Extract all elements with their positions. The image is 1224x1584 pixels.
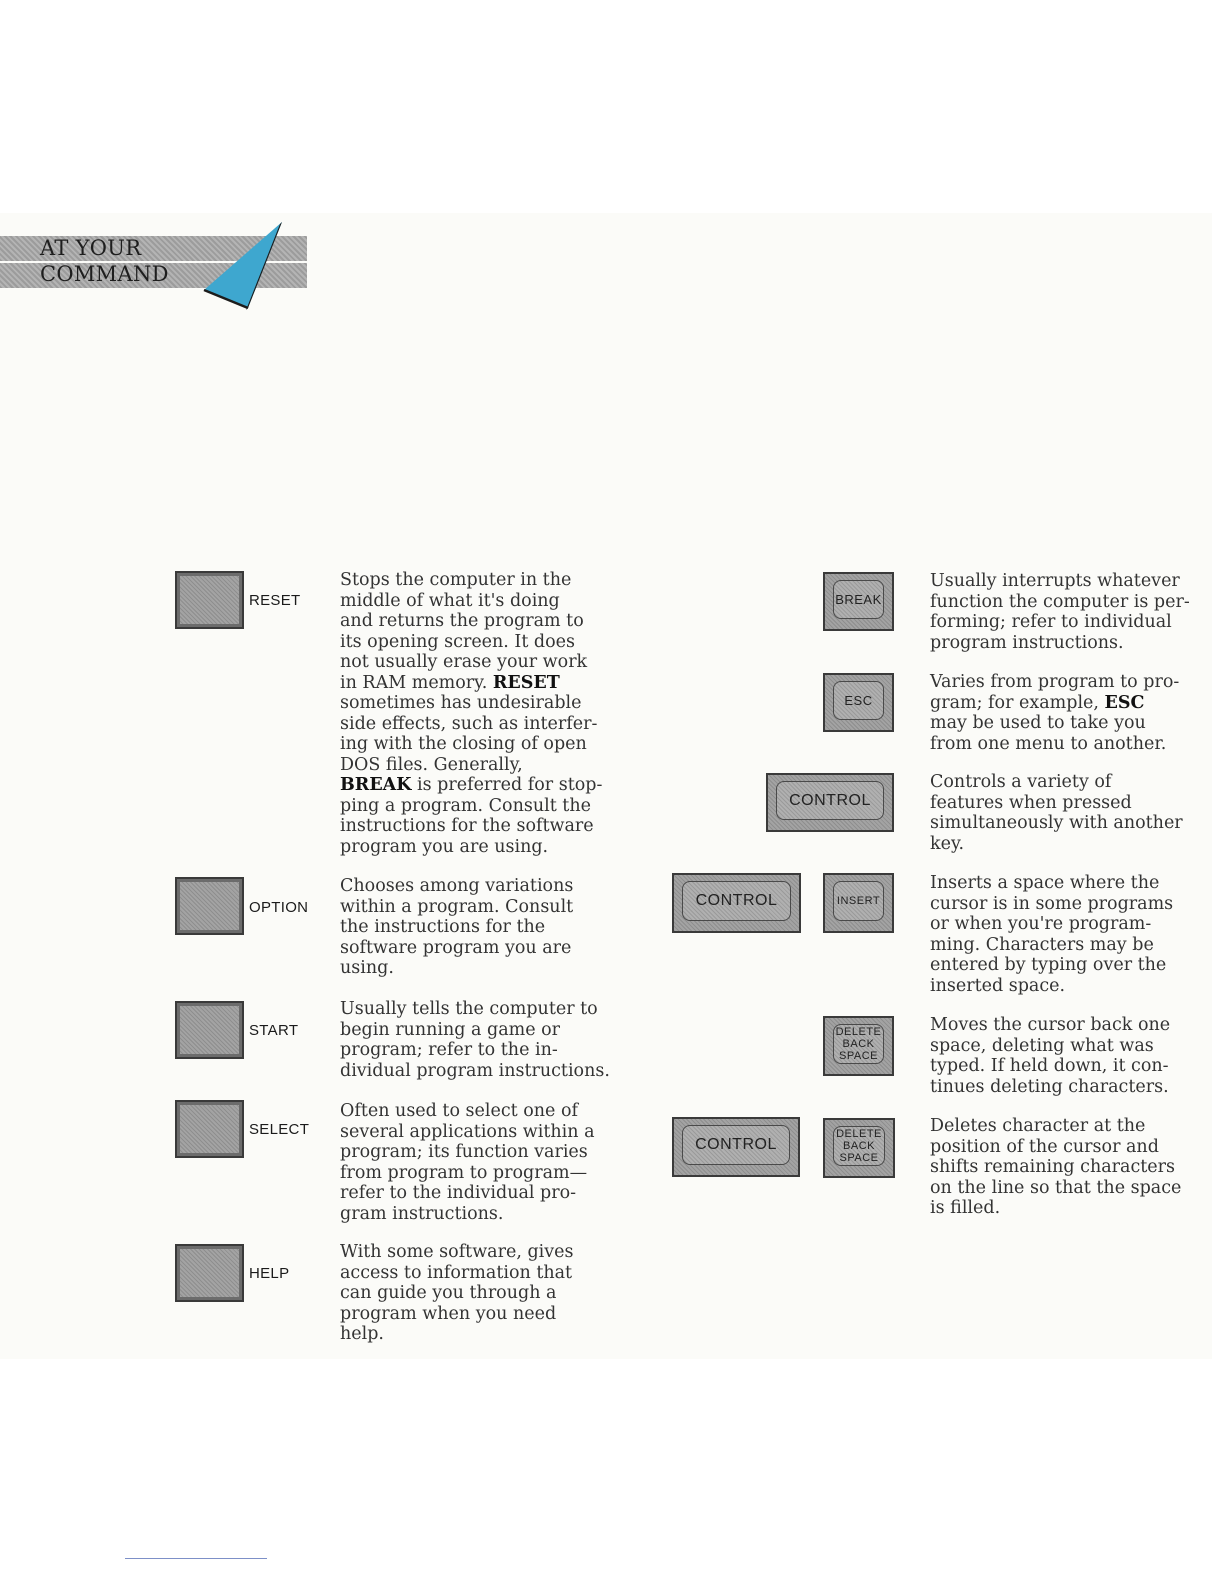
delete-backspace-key-cap: DELETE BACK SPACE — [833, 1024, 884, 1064]
help-key — [175, 1244, 244, 1302]
control-key — [672, 873, 801, 933]
insert-key — [823, 873, 894, 933]
help-key-label: HELP — [249, 1265, 290, 1282]
banner-title-line2: COMMAND — [40, 262, 169, 286]
control-description: Controls a variety of features when pressed simultaneously with another key. — [930, 772, 1183, 854]
insert-description: Inserts a space where the cursor is in some programs or when you're program- ming. Characters may be entered by typing over the inserted space. — [930, 873, 1174, 996]
control-key — [672, 1117, 800, 1177]
option-key-label: OPTION — [249, 899, 309, 916]
break-description: Usually interrupts whatever function the computer is per- forming; refer to individual program instructions. — [930, 571, 1190, 653]
control-key-cap: CONTROL — [682, 1125, 790, 1165]
reset-description: Stops the computer in the middle of what it's doing and returns the program to its opening screen. It does not usually erase your work in RAM memory. RESET sometimes has undesirable side effects, such as interfer- ing with the closing of open DOS files. Generally, BREAK is preferred for stop- ping a program. Consult the instructions for the software program you are using. — [340, 570, 603, 857]
delete-char-description: Deletes character at the position of the cursor and shifts remaining characters on the line so that the space is filled. — [930, 1116, 1182, 1218]
break-key — [823, 572, 894, 631]
control-key — [766, 773, 894, 832]
esc-key-cap: ESC — [833, 681, 884, 720]
select-description: Often used to select one of several applications within a program; its function varies from program to program— refer to the individual pro- gram instructions. — [340, 1101, 595, 1224]
start-description: Usually tells the computer to begin running a game or program; refer to the in- dividual program instructions. — [340, 999, 610, 1081]
section-banner — [0, 236, 307, 289]
esc-key — [823, 673, 894, 732]
select-key-label: SELECT — [249, 1121, 310, 1138]
reset-key — [175, 571, 244, 629]
option-description: Chooses among variations within a program. Consult the instructions for the software program you are using. — [340, 876, 574, 978]
esc-description: Varies from program to pro- gram; for example, ESC may be used to take you from one menu to another. — [930, 672, 1180, 754]
delete-backspace-key — [823, 1016, 894, 1076]
start-key — [175, 1001, 244, 1059]
help-description: With some software, gives access to information that can guide you through a program when you need help. — [340, 1242, 574, 1344]
banner-title-line1: AT YOUR — [40, 236, 142, 260]
triangle-accent-icon — [200, 222, 290, 312]
delete-backspace-key — [823, 1118, 895, 1178]
start-key-label: START — [249, 1022, 299, 1039]
control-key-cap: CONTROL — [776, 781, 884, 820]
footer-rule — [125, 1558, 267, 1559]
delete-backspace-key-cap: DELETE BACK SPACE — [833, 1126, 885, 1166]
select-key — [175, 1100, 244, 1158]
control-key-cap: CONTROL — [682, 881, 791, 921]
option-key — [175, 877, 244, 935]
delete-backspace-description: Moves the cursor back one space, deleting what was typed. If held down, it con- tinues deleting characters. — [930, 1015, 1171, 1097]
break-key-cap: BREAK — [833, 580, 884, 619]
insert-key-cap: INSERT — [833, 881, 884, 921]
reset-key-label: RESET — [249, 592, 301, 609]
